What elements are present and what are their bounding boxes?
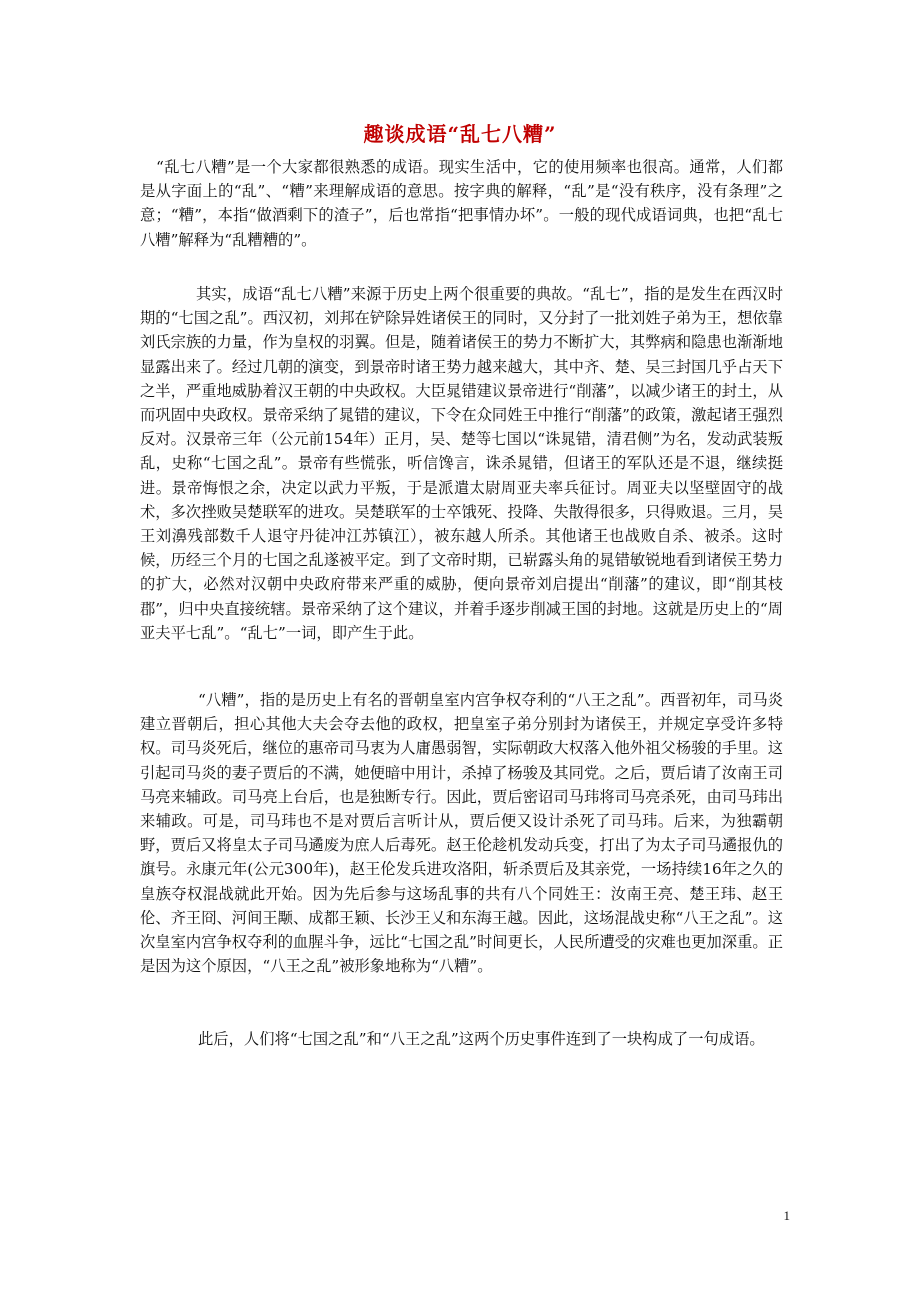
page-number: 1 <box>783 1208 790 1223</box>
paragraph-conclusion: 此后，人们将“七国之乱”和“八王之乱”这两个历史事件连到了一块构成了一句成语。 <box>198 1030 765 1048</box>
paragraph-luanqi: 其实，成语“乱七八糟”来源于历史上两个很重要的典故。“乱七”，指的是发生在西汉时期的“七国之乱”。西汉初，刘邦在铲除异姓诸侯王的同时，又分封了一批刘姓子弟为王，想依靠刘氏宗族的力量，作为皇权的羽翼。但是，随着诸侯王的势力不断扩大，其弊病和隐患也渐渐地显露出来了。经过几朝的演变，到景帝时诸王势力越来越大，其中齐、楚、吴三封国几乎占天下之半，严重地威胁着汉王朝的中央政权。大臣晁错建议景帝进行“削藩”，以减少诸王的封土，从而巩固中央政权。景帝采纳了晁错的建议，下令在众同姓王中推行“削藩”的政策，激起诸王强烈反对。汉景帝三年（公元前154年）正月，吴、楚等七国以“诛晁错，清君侧”为名，发动武装叛乱，史称“七国之乱”。景帝有些慌张，听信馋言，诛杀晁错，但诸王的军队还是不退，继续挺进。景帝悔恨之余，决定以武力平叛，于是派遣太尉周亚夫率兵征讨。周亚夫以坚壁固守的战术，多次挫败吴楚联军的进攻。吴楚联军的士卒饿死、投降、失散得很多，只得败退。三月，吴王刘濞残部数千人退守丹徒冲江苏镇江），被东越人所杀。其他诸王也战败自杀、被杀。这时候，历经三个月的七国之乱遂被平定。到了文帝时期，已崭露头角的晁错敏锐地看到诸侯王势力的扩大，必然对汉朝中央政府带来严重的威胁，便向景帝刘启提出“削藩”的建议，即“削其枝郡”，归中央直接统辖。景帝采纳了这个建议，并着手逐步削减王国的封地。这就是历史上的“周亚夫平七乱”。“乱七”一词，即产生于此。 <box>140 285 783 642</box>
paragraph-bazao: “八糟”，指的是历史上有名的晋朝皇室内宫争权夺利的“八王之乱”。西晋初年，司马炎建立晋朝后，担心其他大夫会夺去他的政权，把皇室子弟分别封为诸侯王，并规定享受许多特权。司马炎死后，继位的惠帝司马衷为人庸愚弱智，实际朝政大权落入他外祖父杨骏的手里。这引起司马炎的妻子贾后的不满，她便暗中用计，杀掉了杨骏及其同党。之后，贾后请了汝南王司马亮来辅政。司马亮上台后，也是独断专行。因此，贾后密诏司马玮将司马亮杀死，由司马玮出来辅政。可是，司马玮也不是对贾后言听计从，贾后便又设计杀死了司马玮。后来，为独霸朝野，贾后又将皇太子司马遹废为庶人后毒死。赵王伦趁机发动兵变，打出了为太子司马遹报仇的旗号。永康元年(公元300年)，赵王伦发兵进攻洛阳，斩杀贾后及其亲党，一场持续16年之久的皇族夺权混战就此开始。因为先后参与这场乱事的共有八个同姓王：汝南王亮、楚王玮、赵王伦、齐王冏、河间王颙、成都王颖、长沙王乂和东海王越。因此，这场混战史称“八王之乱”。这次皇室内宫争权夺利的血腥斗争，远比“七国之乱”时间更长，人民所遭受的灾难也更加深重。正是因为这个原因，“八王之乱”被形象地称为“八糟”。 <box>140 691 783 976</box>
paragraph-intro: “乱七八糟”是一个大家都很熟悉的成语。现实生活中，它的使用频率也很高。通常，人们都是从字面上的“乱”、“糟”来理解成语的意思。按字典的解释，“乱”是“没有秩序，没有条理”之意；“糟”，本指“做酒剩下的渣子”，后也常指“把事情办坏”。一般的现代成语词典，也把“乱七八糟”解释为“乱糟糟的”。 <box>140 158 783 249</box>
page-title: 趣谈成语“乱七八糟” <box>363 122 557 146</box>
